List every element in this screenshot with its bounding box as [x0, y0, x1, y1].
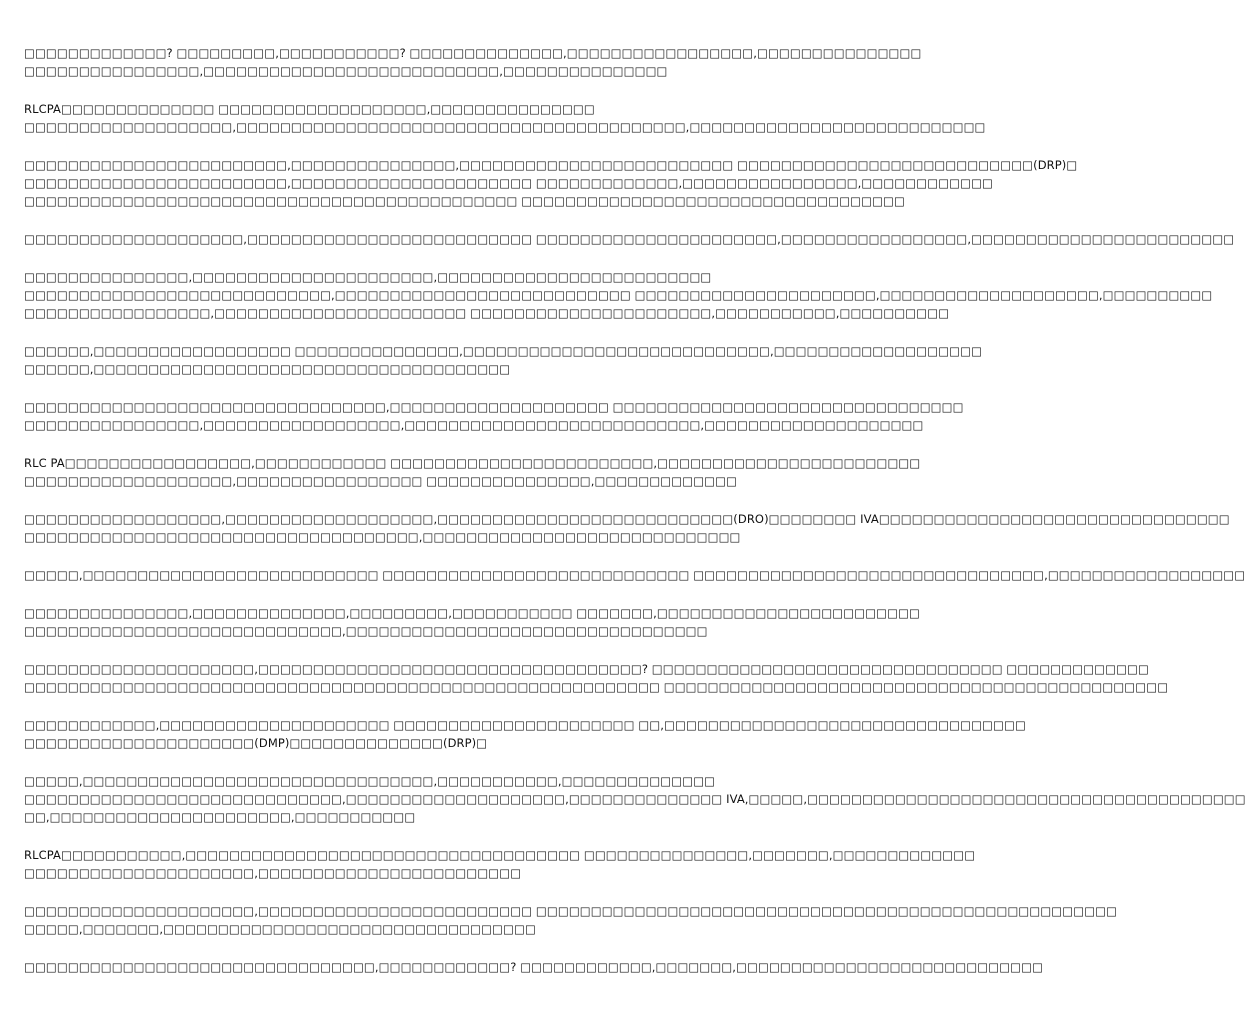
text-line: □□□□□□□□□□□□□□□□□□□□□,□□□□□□□□□□□□□□□□□□□□□□□□□ □□□□□□□□□□□□□□□□□□□□□□□□□□□□□□□□□□□□□□□□□□□□□□□□□□□□□ [24, 904, 1118, 918]
text-line: RLC PA□□□□□□□□□□□□□□□□□,□□□□□□□□□□□□ □□□□□□□□□□□□□□□□□□□□□□□□,□□□□□□□□□□□□□□□□□□□□□□□□ [24, 456, 921, 470]
text-line: □□□□□□□□□□□□□□□□□□□□□,□□□□□□□□□□□□□□□□□□□□□□□□ [24, 866, 522, 880]
paragraph [24, 268, 1213, 322]
text-line: □□□□□□□□□□□□□□□,□□□□□□□□□□□□□□,□□□□□□□□□,□□□□□□□□□□□ □□□□□□□,□□□□□□□□□□□□□□□□□□□□□□□□ [24, 606, 921, 620]
text-line: RLCPA□□□□□□□□□□□□□□ □□□□□□□□□□□□□□□□□□□,□□□□□□□□□□□□□□□ [24, 102, 595, 116]
text-line: □□□□□,□□□□□□□□□□□□□□□□□□□□□□□□□□□□□□□□,□□□□□□□□□□□,□□□□□□□□□□□□□□ [24, 774, 716, 788]
text-line: □□□□□□□□□□□□□□□□□□□,□□□□□□□□□□□□□□□□□ □□□□□□□□□□□□□□□,□□□□□□□□□□□□□ [24, 474, 738, 488]
text-line: □□□□□□□□□□□□□□□□□□□□□□□□□□□□,□□□□□□□□□□□□□□□□□□□□□□□□□□□ □□□□□□□□□□□□□□□□□□□□□□,□□□□□□□□□□□□□□□□□□□□,□□□□□□□□□□ [24, 288, 1213, 302]
paragraph [24, 660, 1169, 696]
paragraph [24, 230, 1235, 248]
text-line: □□□□□□□□□□□□,□□□□□□□□□□□□□□□□□□□□□ □□□□□□□□□□□□□□□□□□□□□□ □□,□□□□□□□□□□□□□□□□□□□□□□□□□□□□□□□□□ [24, 718, 1026, 732]
paragraph [24, 716, 1026, 752]
text-line: □□□□□□□□□□□□□□□□,□□□□□□□□□□□□□□□□□□,□□□□□□□□□□□□□□□□□□□□□□□□□□□,□□□□□□□□□□□□□□□□□□□□ [24, 418, 924, 432]
text-line: RLCPA□□□□□□□□□□□,□□□□□□□□□□□□□□□□□□□□□□□□□□□□□□□□□□□□ □□□□□□□□□□□□□□□,□□□□□□□,□□□□□□□□□□□□□ [24, 848, 976, 862]
text-line: □□□□□□□□□□□□□□□□□□□□□□□□□□□□□□□□□,□□□□□□□□□□□□□□□□□□□□ □□□□□□□□□□□□□□□□□□□□□□□□□□□□□□□□ [24, 400, 964, 414]
paragraph [24, 566, 1246, 584]
text-line: □□□□□□□□□□□□□□□□□□□□□,□□□□□□□□□□□□□□□□□□□□□□□□□□□□□□□□□□□? □□□□□□□□□□□□□□□□□□□□□□□□□□□□□□□□ □□□□□□□□□□□□□ [24, 662, 1149, 676]
text-line: □□,□□□□□□□□□□□□□□□□□□□□□□,□□□□□□□□□□□ [24, 810, 416, 824]
text-line: □□□□□□□□□□□□□□□□□□□□□□□□□□□□□,□□□□□□□□□□□□□□□□□□□□,□□□□□□□□□□□□□□ IVA,□□□□□,□□□□□□□□□□□□□□□□□□□□□□□□□□□□□□□□□□□□□□□□ [24, 792, 1246, 806]
text-line: □□□□□□□□□□□□□□□□□□□□□□□□,□□□□□□□□□□□□□□□□□□□□□□ □□□□□□□□□□□□□,□□□□□□□□□□□□□□□□,□□□□□□□□□□□□ [24, 176, 994, 190]
text-line: □□□□□□□□□□□□□□□□□□□□,□□□□□□□□□□□□□□□□□□□□□□□□□□ □□□□□□□□□□□□□□□□□□□□□□,□□□□□□□□□□□□□□□□□,□□□□□□□□□□□□□□□□□□□□□□□□ [24, 232, 1235, 246]
paragraph [24, 398, 964, 434]
text-line: □□□□□□□□□□□□□? □□□□□□□□□,□□□□□□□□□□□? □□□□□□□□□□□□□□,□□□□□□□□□□□□□□□□□,□□□□□□□□□□□□□□□ [24, 46, 922, 60]
paragraph [24, 156, 1078, 210]
text-line: □□□□□□□□□□□□□□□□□,□□□□□□□□□□□□□□□□□□□□□□□ □□□□□□□□□□□□□□□□□□□□□□,□□□□□□□□□□□,□□□□□□□□□□ [24, 306, 950, 320]
paragraph [24, 772, 1246, 826]
text-line: □□□□□□,□□□□□□□□□□□□□□□□□□□□□□□□□□□□□□□□□□□□□□ [24, 362, 511, 376]
text-line: □□□□□□□□□□□□□□□□□□,□□□□□□□□□□□□□□□□□□□,□□□□□□□□□□□□□□□□□□□□□□□□□□□(DRO)□□□□□□□□ IVA□□□□□□□□□□□□□□□□□□□□□□□□□□□□□□□□ [24, 512, 1230, 526]
paragraph [24, 510, 1230, 546]
text-line: □□□□□□□□□□□□□□□□□□□□□□□□□□□□□□□□,□□□□□□□□□□□□? □□□□□□□□□□□□,□□□□□□□,□□□□□□□□□□□□□□□□□□□□□□□□□□□□ [24, 960, 1044, 974]
paragraph [24, 902, 1118, 938]
paragraph [24, 846, 976, 882]
paragraph [24, 342, 983, 378]
text-line: □□□□□□□□□□□□□□□□□□□□□(DMP)□□□□□□□□□□□□□□(DRP)□ [24, 736, 488, 750]
paragraph [24, 44, 922, 80]
text-line: □□□□□□,□□□□□□□□□□□□□□□□□□ □□□□□□□□□□□□□□□,□□□□□□□□□□□□□□□□□□□□□□□□□□□□,□□□□□□□□□□□□□□□□□□□ [24, 344, 983, 358]
paragraph [24, 958, 1044, 976]
text-line: □□□□□,□□□□□□□,□□□□□□□□□□□□□□□□□□□□□□□□□□□□□□□□□□ [24, 922, 536, 936]
text-line: □□□□□□□□□□□□□□□□□□□□□□□□,□□□□□□□□□□□□□□□,□□□□□□□□□□□□□□□□□□□□□□□□□ □□□□□□□□□□□□□□□□□□□□□□□□□□□(DRP)□ [24, 158, 1078, 172]
text-line: □□□□□□□□□□□□□□□,□□□□□□□□□□□□□□□□□□□□□□,□□□□□□□□□□□□□□□□□□□□□□□□□ [24, 270, 712, 284]
text-line: □□□□□□□□□□□□□□□□□□□,□□□□□□□□□□□□□□□□□□□□□□□□□□□□□□□□□□□□□□□□□,□□□□□□□□□□□□□□□□□□□□□□□□□□□ [24, 120, 986, 134]
text-line: □□□□□□□□□□□□□□□□□□□□□□□□□□□□□□□□□□□□□□□□□□□□□ □□□□□□□□□□□□□□□□□□□□□□□□□□□□□□□□□□□ [24, 194, 905, 208]
text-line: □□□□□□□□□□□□□□□□,□□□□□□□□□□□□□□□□□□□□□□□□□□□,□□□□□□□□□□□□□□□ [24, 64, 668, 78]
paragraph [24, 604, 921, 640]
text-line: □□□□□□□□□□□□□□□□□□□□□□□□□□□□□,□□□□□□□□□□□□□□□□□□□□□□□□□□□□□□□□□ [24, 624, 708, 638]
text-line: □□□□□□□□□□□□□□□□□□□□□□□□□□□□□□□□□□□□,□□□□□□□□□□□□□□□□□□□□□□□□□□□□□ [24, 530, 741, 544]
document-page [24, 44, 1246, 996]
text-line: □□□□□□□□□□□□□□□□□□□□□□□□□□□□□□□□□□□□□□□□□□□□□□□□□□□□□□□□□□ □□□□□□□□□□□□□□□□□□□□□□□□□□□□□□□□□□□□□□□□□□□□□□ [24, 680, 1169, 694]
paragraph [24, 454, 921, 490]
paragraph [24, 100, 986, 136]
text-line: □□□□□,□□□□□□□□□□□□□□□□□□□□□□□□□□□ □□□□□□□□□□□□□□□□□□□□□□□□□□□□ □□□□□□□□□□□□□□□□□□□□□□□□□□□□□□□□,□□□□□□□□□□□□□□□□□□ [24, 568, 1246, 582]
